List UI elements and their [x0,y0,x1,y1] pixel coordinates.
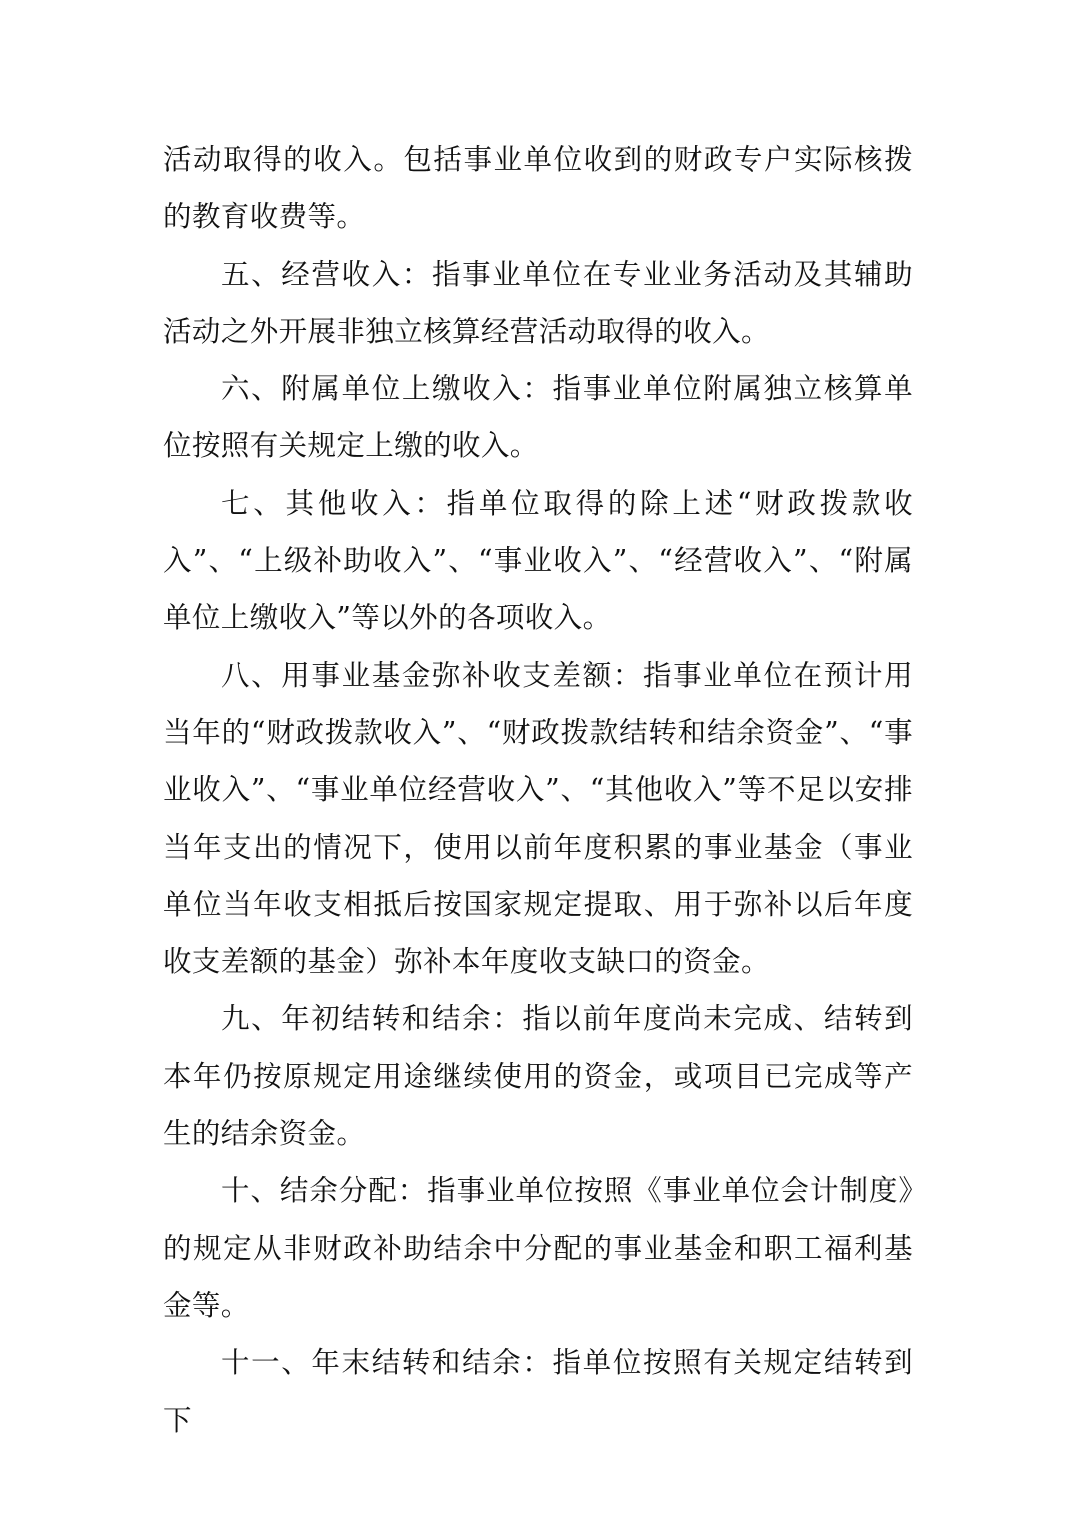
paragraph-closing-balance: 十一、年末结转和结余：指单位按照有关规定结转到下 [163,1346,913,1437]
paragraph-opening-balance: 九、年初结转和结余：指以前年度尚未完成、结转到本年仍按原规定用途继续使用的资金，或项目已完成等产生的结余资金。 [163,1002,913,1151]
paragraph-fund-offset: 八、用事业基金弥补收支差额：指事业单位在预计用当年的“财政拨款收入”、“财政拨款结转和结余资金”、“事业收入”、“事业单位经营收入”、“其他收入”等不足以安排当年支出的情况下，使用以前年度积累的事业基金（事业单位当年收支相抵后按国家规定提取、用于弥补以后年度收支差额的基金）弥补本年度收支缺口的资金。 [163,658,913,979]
body-text [163,131,913,1449]
paragraph-continued: 活动取得的收入。包括事业单位收到的财政专户实际核拨的教育收费等。 [163,143,913,234]
paragraph-operating-income: 五、经营收入：指事业单位在专业业务活动及其辅助活动之外开展非独立核算经营活动取得的收入。 [163,257,913,348]
paragraph-subsidiary-income: 六、附属单位上缴收入：指事业单位附属独立核算单位按照有关规定上缴的收入。 [163,372,913,463]
paragraph-other-income: 七、其他收入：指单位取得的除上述“财政拨款收入”、“上级补助收入”、“事业收入”、“经营收入”、“附属单位上缴收入”等以外的各项收入。 [163,486,913,635]
paragraph-surplus-distribution: 十、结余分配：指事业单位按照《事业单位会计制度》的规定从非财政补助结余中分配的事业基金和职工福利基金等。 [163,1174,913,1322]
